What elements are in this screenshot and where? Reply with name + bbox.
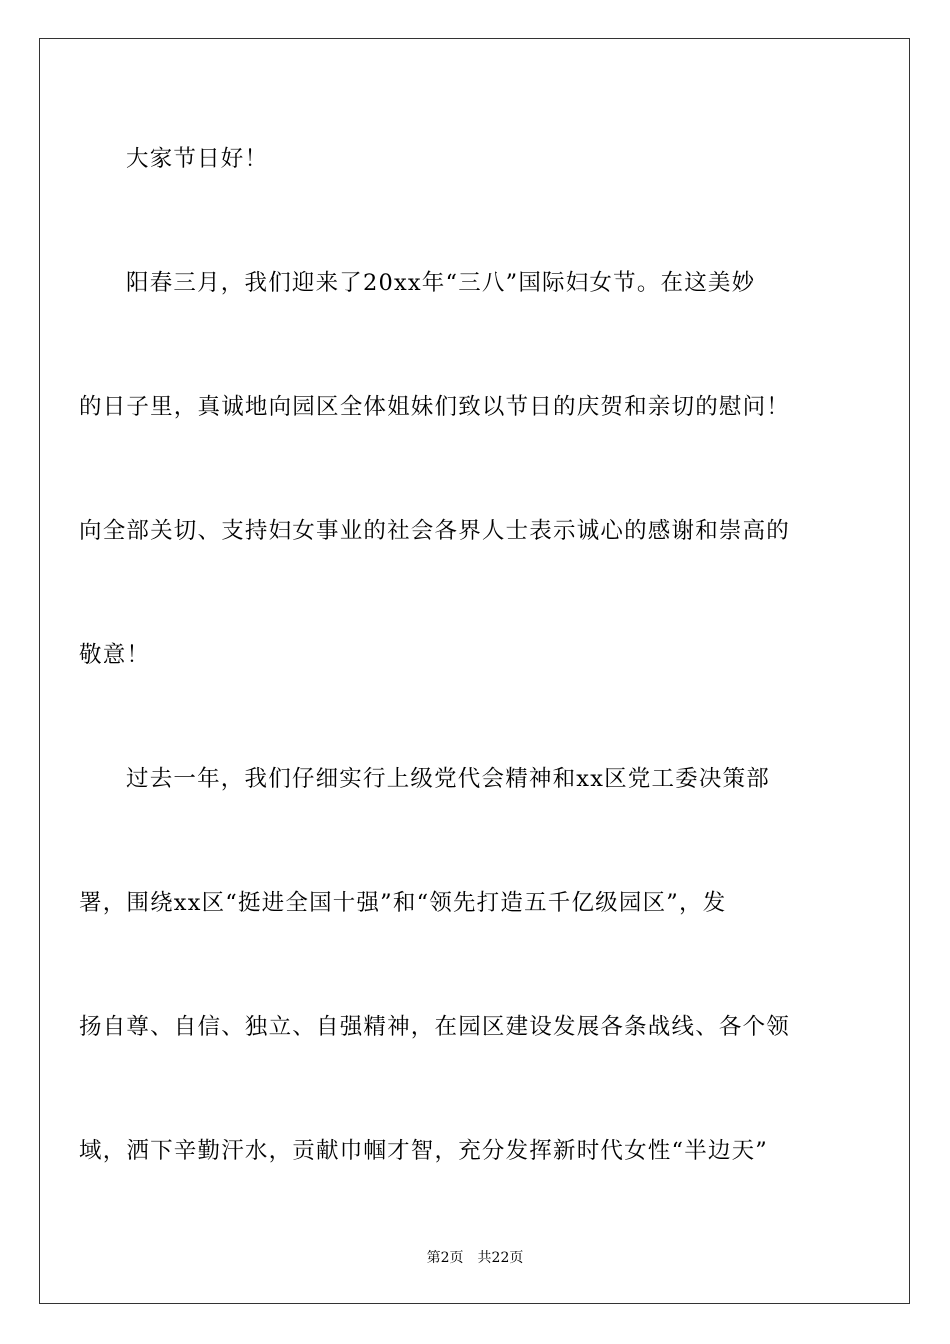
paragraph-line: 阳春三月，我们迎来了20xx年“三八”国际妇女节。在这美妙 xyxy=(126,270,756,296)
paragraph-line: 向全部关切、支持妇女事业的社会各界人士表示诚心的感谢和崇高的 xyxy=(79,518,791,544)
document-body xyxy=(79,95,793,1211)
paragraph-line-greeting: 大家节日好！ xyxy=(126,146,269,172)
page-number-footer: 第2页 共22页 xyxy=(426,1250,524,1266)
paragraph-line: 过去一年，我们仔细实行上级党代会精神和xx区党工委决策部 xyxy=(126,766,770,792)
paragraph-line: 敬意！ xyxy=(79,642,151,668)
paragraph-line: 域，洒下辛勤汗水，贡献巾帼才智，充分发挥新时代女性“半边天” xyxy=(79,1138,769,1164)
paragraph-line: 的日子里，真诚地向园区全体姐妹们致以节日的庆贺和亲切的慰问！ xyxy=(79,394,791,420)
paragraph-line: 署，围绕xx区“挺进全国十强”和“领先打造五千亿级园区”，发 xyxy=(79,890,727,916)
paragraph-line: 扬自尊、自信、独立、自强精神，在园区建设发展各条战线、各个领 xyxy=(79,1014,791,1040)
